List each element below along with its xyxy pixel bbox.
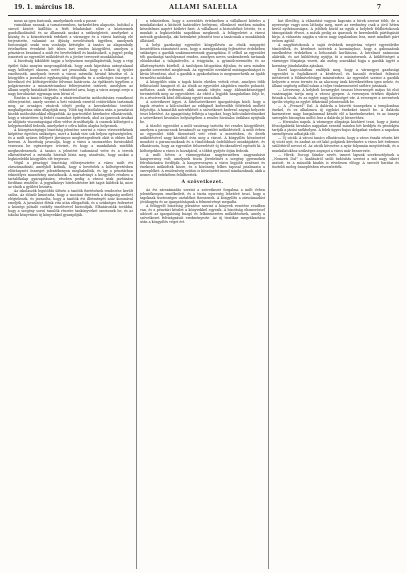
paragraph: A szövetkezet ügyei. A hitelszövetkezet igazgatósága közli, hogy a tagok részére a kölcsönöket az eddiginél kedvezőbb feltételek mellett folyósítja. A kamatláb mérséklését a szövetkezet kedvező anyagi helyzete teszi lehetővé. Az igazgatóság felhívja a tagokat, hogy kölcsönkérelmeiket a szövetkezet hivatalos helyiségében a rendes hivatalos órákban nyújtsák be. <box>140 99 265 125</box>
column-1 <box>8 19 133 569</box>
section-heading: A szövetkezet. <box>181 179 224 185</box>
paragraph: A nagybirtokosok a saját érdekeik megóvása végett egyesületbe tömörültek, és kérelmet intéztek a kormányhoz, hogy a gabonaárak emelkedése érdekében a behozatalt korlátozza. A kérelmet számosan aláírták, és azt küldöttség nyújtja át a miniszternek. A küldöttséget a vármegye főispánja vezeti, aki meleg szavakkal fogja a gazdák ügyét a kormány jóindulatába ajánlani. <box>272 43 399 68</box>
text-columns <box>8 19 399 569</box>
paragraph: A múlt héten a vármegyeháza nagytermében nagyszabású hangverseny volt, amelynek tiszta jövedelmét a szegény gyermekek felruházására fordítják. A hangversenyen a város legjobb zenészei és énekesei működtek közre, és a közönség lelkes tapssal jutalmazta a szereplőket. A rendezőség ezúton is köszönetet mond mindazoknak, akik a nemes cél érdekében felülfizettek. <box>140 152 265 177</box>
paragraph: — Hivatalos napok. A vármegye alispánja közhírré teszi, hogy a járási főszolgabírák hivatalos napjaikat ezentúl minden hét keddjén és péntekjén tartják a járási székhelyen. A felek ügyes-bajos dolgaikat ezeken a napokon személyesen adhatják elő. <box>272 120 399 137</box>
header-rule <box>8 15 399 16</box>
paragraph: A bizottság kiküldött tagjai a helyszínen megállapították, hogy a régi épület falai annyira megrongálódtak, hogy azok kijavítása aránytalanul nagy költséget okozna, ezért azt javasolták, hogy a telken új épület emeltessék, amelynek terveit a városi mérnöki hivatal készítse el. A közgyűlés a javaslatot egyhangúlag elfogadta és a szükséges összeget a következő évi költségvetésbe felvenni határozta. Az építkezés ügyében a polgármester a minisztériumhoz felterjesztést intézett, amelyben az állami segély kiutalását kérte, tekintettel arra, hogy a város anyagi ereje a nagy beruházást egymaga nem bírná el. <box>8 59 133 96</box>
paragraph: — Új utcák. A városi tanács elhatározta, hogy a város északi részén két új utcát nyit, és azokat az ott lakó polgárok kérelmére a város két érdemes szülöttéről nevezi el. Az utcák kövezése a nyár folyamán megtörténik, és a munkálatokhoz szükséges anyagot a város már beszerezte. <box>272 136 399 153</box>
paragraph: — Lóverseny. A helybeli lovaregylet tavaszi lóversenyét május hó első vasárnapján tartja meg a városi gyepen. A versenyen értékes díjakért futnak a lovak, és az egylet nagy közönséget vár. A versenyre a nevezések április végéig az egylet titkáránál jelentendők be. <box>272 87 399 104</box>
paragraph: a tekintetben, hogy a szerződés értelmében a vállalkozó köteles a munkálatokat a kitűzött határidőre befejezni, ellenkező esetben minden késedelmes napért kötbért fizet. A vállalkozó a biztosítékot letette, és a munkát a legközelebbi napokban megkezdi. A felügyeletet a városi mérnök gyakorolja, aki hetenként jelentést tesz a tanácsnak a munkálatok állásáról. <box>140 19 265 44</box>
paragraph: hat illetőleg. A választást vagyon kapcsán a hírek szerint több, de a nyeresége vagyi nem láthatja meg, mert az eredmény csak a jövő héten kerül nyilvánosságra. A jelöltek közül az egyik a helybeli földbirtokosok támogatását élvezi, a másik pedig az iparosok és kereskedők pártfogását bírja. A választás napján a város nagy izgalomban lesz, mert mindkét párt erősen agitál. <box>272 19 399 44</box>
page-number: 7 <box>376 4 381 11</box>
column-2 <box>140 19 265 569</box>
paragraph: A közgyűlés után a tagok közös ebéden vettek részt, amelyen több felköszöntő hangzott el. Az elnök az egyesület alapítóira emelte poharát, méltatva azok érdemeit, akik annak idején nagy áldozatkészséggel teremtették meg az egyesületet. Az ebéd a legjobb hangulatban folyt le, és a résztvevők késő délutánig együtt maradtak. <box>140 79 265 100</box>
paragraph: Az évi zárszámadás szerint a szövetkezet forgalma a múlt évben jelentékenyen emelkedett, és a tiszta nyereség lehetővé teszi, hogy a tagoknak tisztességes osztalékot fizessenek. A közgyűlés a zárszámadást jóváhagyta és az igazgatóságnak a felmentvényt megadta. <box>140 187 265 204</box>
paragraph: Végül a pénzügyi bizottság előterjesztette a város múlt évi zárszámadását, amelyből kitűnik, hogy a bevételek a költségvetésben előirányzott összeget jelentékenyen meghaladták, és így a pénztárban tekintélyes maradvány mutatkozik. A maradványt a közgyűlés részben a tartalékalap gyarapítására, részben pedig a városi utak javítására fordítani rendelte. A jegyzőkönyv hitelesítésére két tagot küldtek ki, mire az elnök a gyűlést bezárta. <box>8 160 133 189</box>
column-divider <box>136 19 137 569</box>
paragraph: Ezután a tanács tárgyalta a vásárrendtartás módosítására vonatkozó előterjesztést, amely szerint a heti vásárok ezentúl csütörtökön tartatnak meg, az országos vásárok idejét pedig a kereskedelmi testület meghallgatása után állapítják meg. Több tag felszólalása után a javaslatot kisebb módosításokkal elfogadták. Az ipartestület kérelmére elhatározták, hogy a vásártéren új fedett csarnokot építtetnek, ahol az iparosok áruikat az időjárás viszontagságai ellen védve árusíthatják. A csarnok költségeit a helypénzekből fedezik, amelyeket e célra külön alapba helyeznek. <box>8 95 133 129</box>
paragraph: Az iskolaszék legutóbbi ülésén a tanítók fizetésének rendezése került szóba. Az előadó kimutatta, hogy a mostani fizetések a drágaság mellett elégtelenek, és javasolta, hogy a tanítók évi illetményét száz koronával emeljék. A javaslatot élénk vita után elfogadták, és a szükséges fedezetet a községi pótadó csekély emelésével biztosítják. Elhatározták továbbá, hogy a szegény sorsú tanulók részére tankönyveket szereznek be, és az iskolai könyvtárat új könyvekkel gyarapítják. <box>8 188 133 218</box>
column-divider <box>268 19 269 569</box>
paragraph: A helyi gazdasági egyesület közgyűlésén az elnök megnyitó beszédében rámutatott arra, hogy a mezőgazdaság fejlesztése érdekében szükséges a gazdák szakismereteinek gyarapítása. E célból az egyesület téli gazdasági tanfolyamot rendez, amelyen neves szakemberek tartanak előadásokat a talajművelés, a trágyázás, a gyümölcstermelés és az állattenyésztés köréből. A tanfolyam látogatása díjtalan, és arra minden gazdát szeretettel meghívnak. Az egyesület ezenkívül mintagazdaságot is kíván létesíteni, ahol a gazdák a gyakorlatban is megismerhetik az újabb termelési módokat. <box>140 43 265 80</box>
paragraph: meas az igen fontosak, amelyeknek ezek a passzi- <box>14 19 98 23</box>
paragraph: vumokban vannak, a tornateremben, tarkerletben alapozás. Indokul a szerző között: kiállítás a férfi feladatokat előre a közüzemek gondolkodásától és az államnak azokat a szükségleteit, amelyeket a község és a közintézetek érdekeit a vármegye és a városi hatóság elé terjesztette, valamint az ifjúság nevelésének ügyében, amelynek fontosságát senki sem vonhatja kétségbe. A tanács az alapszabály értelmében évenként két ízben tart rendes közgyűlést, amelyen a pénztáros beszámol a múlt évi bevételekről és kiadásokról, a jegyző pedig ismerteti az egyesület működését és a jövőre tervezett munkálatokat. <box>8 23 133 60</box>
page-header <box>8 2 399 14</box>
column-3 <box>272 19 399 569</box>
paragraph: Ezzel kapcsolatban említjük meg, hogy a vármegyei gazdasági egyesület is foglalkozott a kérdéssel, és hasonló értelmű feliratot intéztetett a földmívelésügyi miniszterhez. Az egyesület szerint a gazdák helyzete a rossz termés és az alacsony árak következtében igen nehéz, és állami segítség nélkül sokan a teljes tönkremenetel szélére jutnának. <box>272 67 399 88</box>
paragraph: — Hírek. Dorogi Sándor nevét, ismert lapunk szerkesztőjének a ,,Nemzeti Dal'' c. kiadásáról szóló tudósítás szerint a mű nagy sikert aratott, és a második kiadás is rövidesen elfogy. A szerzőt barátai és tisztelői meleg ünneplésben részesítették. <box>272 152 399 169</box>
masthead: ALLAMI SALELLA <box>169 4 238 11</box>
paragraph: A tűzoltó egyesület a múlt vasárnap tartotta évi rendes közgyűlését, amelyen a parancsnok beszámolt az egyesület működéséről. A múlt évben az egyesület több tűzesetnél vett részt a mentésben, és derék működésével nagy károktól óvta meg a várost. A közgyűlés köszönetet mondott a parancsnoknak és a tűzoltóknak önfeláldozó munkájukért, és elhatározta, hogy az egyesület felszerelését új fecskendővel egészíti ki. A költségekhez a város is hozzájárul, a többit gyűjtés útján fedezik. <box>140 124 265 153</box>
paragraph: — A ,,Frenzel'' Dal. A dalárda a húsvéti ünnepeken a templomban énekel, és ez alkalomra új egyházi énekeket tanult be. A dalárda karmestere nagy buzgalommal készíti elő a karénekeseket, és az ünnepi szereplés bizonyára méltó lesz a dalárda jó hírnevéhez. <box>272 103 399 121</box>
paragraph: A közegészségügyi bizottság jelentése szerint a város vízvezetékének kiépítése égetően szükséges, mert a kutak vize sok helyen egészségtelen, és a múlt nyáron fellépett járványos megbetegedések okát is ebben kell keresni. A bizottság javasolja, hogy a város a szomszédos forrásokból vezessen be egészséges ivóvizet, és hogy a munkálatok mielőbb megkezdessenek. A tanács a jelentést tudomásul vette és a tervek elkészítésével a mérnöki hivatalt bízta meg, utasítván, hogy azokat a legközelebbi közgyűlés elé terjessze. <box>8 128 133 161</box>
issue-date: 19. 1. március 18. <box>14 4 75 11</box>
paragraph: A felügyelő bizottság jelentése szerint a könyvek vezetése rendben van, és a pénztári készlet a könyvekkel egyezik. A bizottság elismeréssel adózott az igazgatóság buzgó és lelkiismeretes működésének, amely a szövetkezet felvirágzását eredményezte. Az új tisztikar megválasztása után a közgyűlés véget ért. <box>140 204 265 225</box>
